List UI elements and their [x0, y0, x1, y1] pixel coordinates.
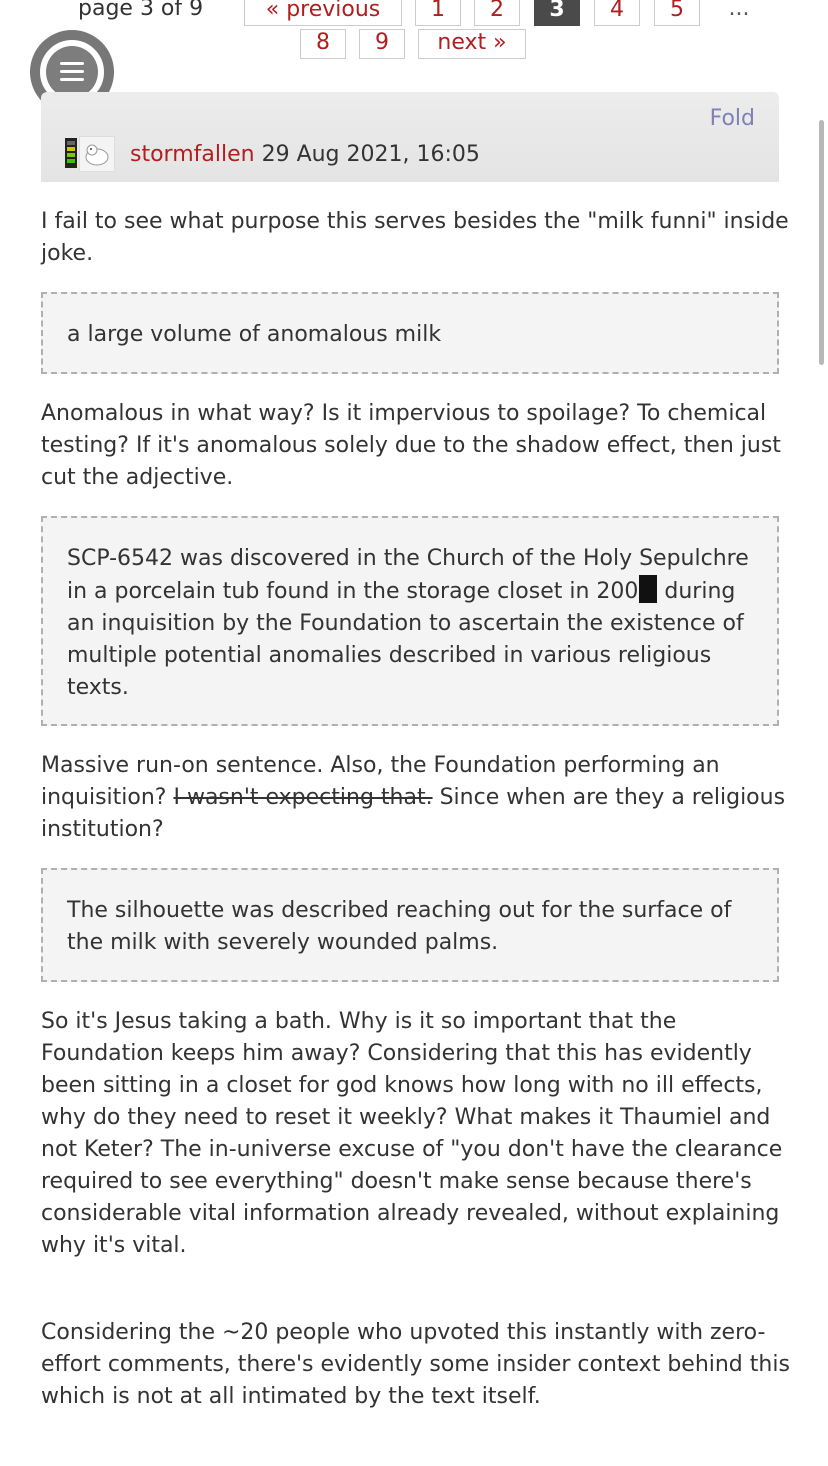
page-link-9[interactable]: 9: [359, 29, 405, 59]
quote-text-2a: SCP-6542 was discovered in the Church of the Holy Sepulchre in a porcelain tub found in the storage closet in 200: [67, 546, 749, 604]
page-link-2[interactable]: 2: [474, 0, 520, 26]
post-author-line: [130, 142, 480, 167]
post-paragraph-1: I fail to see what purpose this serves besides the "milk funni" inside joke.: [41, 209, 789, 266]
page-link-5[interactable]: 5: [654, 0, 700, 26]
page-scrollbar[interactable]: [819, 120, 824, 365]
karma-level-icon: [65, 138, 77, 168]
paragraph-3-text-b: Since when are they a religious institution?: [41, 785, 786, 842]
post-paragraph-3: [41, 750, 791, 846]
pagination-ellipsis: ...: [714, 0, 764, 26]
next-page-link[interactable]: next »: [418, 29, 526, 59]
struck-text: I wasn't expecting that.: [173, 785, 433, 810]
quote-text-1: a large volume of anomalous milk: [67, 322, 442, 347]
post-paragraph-5: Considering the ~20 people who upvoted this instantly with zero-effort comments, there's evidently some insider context behind this which is not at all intimated by the text itself.: [41, 1320, 790, 1409]
post-header: [41, 92, 779, 182]
user-avatar[interactable]: [79, 136, 115, 172]
blockquote-2: [41, 516, 779, 726]
blockquote-1: [41, 292, 779, 374]
paragraph-3-text-a: Massive run-on sentence. Also, the Foundation performing an inquisition?: [41, 753, 720, 810]
post-paragraph-2: Anomalous in what way? Is it impervious to spoilage? To chemical testing? If it's anomalous solely due to the shadow effect, then just cut the adjective.: [41, 401, 781, 490]
hamburger-icon: [46, 46, 98, 98]
previous-page-link[interactable]: « previous: [244, 0, 402, 26]
redaction-block: [639, 575, 657, 603]
page-link-1[interactable]: 1: [415, 0, 461, 26]
blockquote-3: [41, 868, 779, 982]
page-link-8[interactable]: 8: [300, 29, 346, 59]
page-status: page 3 of 9: [78, 0, 204, 21]
page-link-3-current: 3: [534, 0, 580, 26]
quote-text-2b: during an inquisition by the Foundation to ascertain the existence of multiple potential anomalies described in various religious texts.: [67, 579, 744, 700]
pagination: [0, 0, 828, 64]
post-paragraph-4: So it's Jesus taking a bath. Why is it so important that the Foundation keeps him away? Considering that this has evidently been sitting in a closet for god knows how long with no ill effects, why do they need to reset it weekly? What makes it Thaumiel and not Keter? The in-universe excuse of "you don't have the clearance required to see everything" doesn't make sense because there's considerable vital information already revealed, without explaining why it's vital.: [41, 1009, 783, 1258]
fold-link[interactable]: Fold: [709, 106, 755, 131]
page-link-4[interactable]: 4: [594, 0, 640, 26]
quote-text-3: The silhouette was described reaching out for the surface of the milk with severely wounded palms.: [67, 898, 732, 955]
post-date: 29 Aug 2021, 16:05: [261, 142, 480, 167]
author-link[interactable]: stormfallen: [130, 142, 255, 167]
